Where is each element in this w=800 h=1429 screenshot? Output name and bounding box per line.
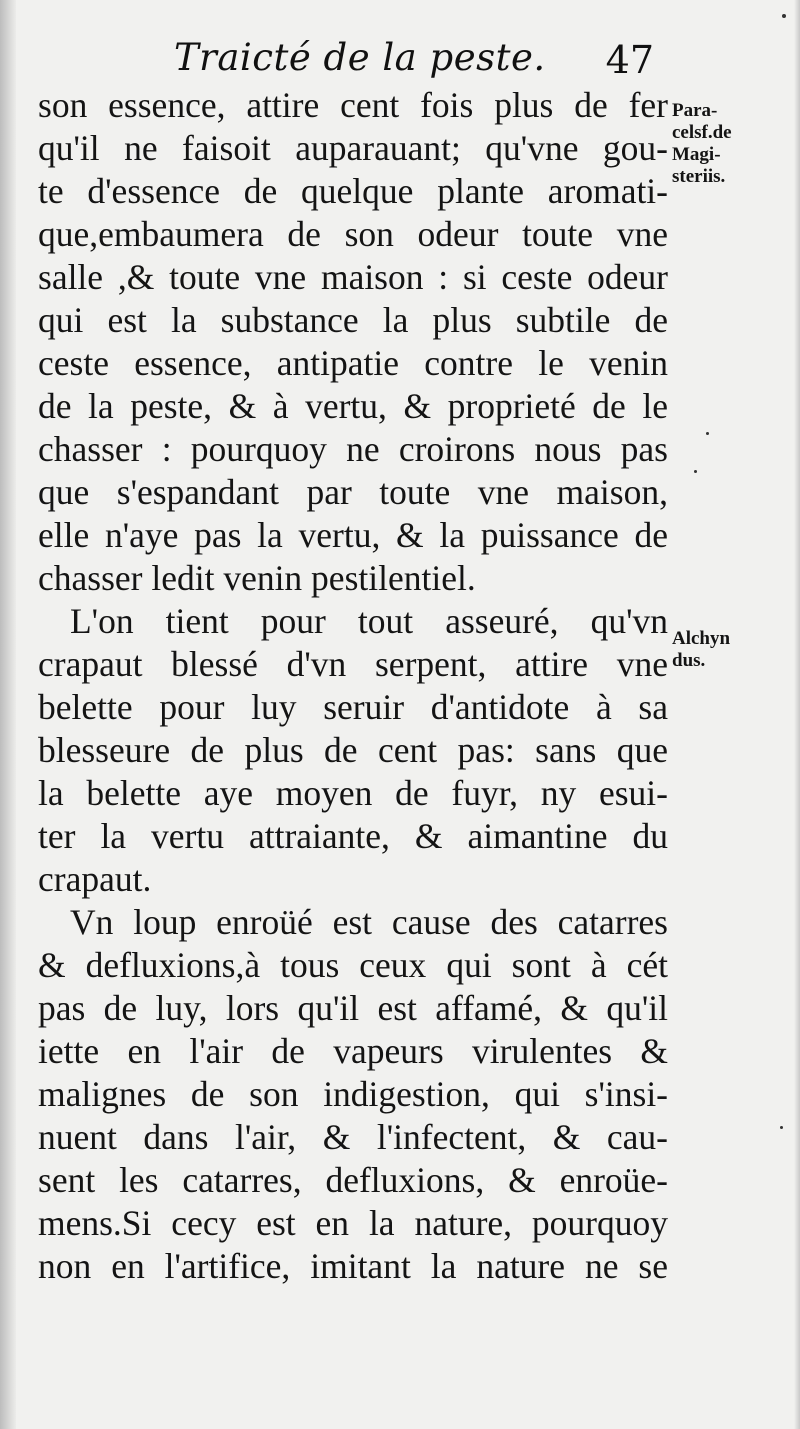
text-line: chasser : pourquoy ne croirons nous pas bbox=[38, 429, 668, 469]
body-text bbox=[38, 84, 668, 1288]
page-edge-shadow bbox=[794, 0, 800, 1429]
ink-speck bbox=[780, 1126, 783, 1129]
page-gutter-shadow bbox=[0, 0, 16, 1429]
margin-note-line: Para- bbox=[672, 100, 718, 121]
text-line: chasser ledit venin pestilentiel. bbox=[38, 558, 476, 598]
text-line: qu'il ne faisoit auparauant; qu'vne gou- bbox=[38, 128, 668, 168]
text-line: crapaut blessé d'vn serpent, attire vne bbox=[38, 644, 668, 684]
text-line: & defluxions,à tous ceux qui sont à cét bbox=[38, 945, 668, 985]
margin-note-line: Alchyn bbox=[672, 628, 731, 649]
text-line: crapaut. bbox=[38, 859, 152, 899]
text-line: sent les catarres, defluxions, & enroüe- bbox=[38, 1160, 668, 1200]
text-line: pas de luy, lors qu'il est affamé, & qu'il bbox=[38, 988, 668, 1028]
text-line: L'on tient pour tout asseuré, qu'vn bbox=[70, 601, 668, 641]
text-line: blesseure de plus de cent pas: sans que bbox=[38, 730, 668, 770]
text-line: elle n'aye pas la vertu, & la puissance de bbox=[38, 515, 668, 555]
text-line: son essence, attire cent fois plus de fer bbox=[38, 85, 668, 125]
text-line: salle ,& toute vne maison : si ceste odeur bbox=[38, 257, 668, 297]
text-line: que s'espandant par toute vne maison, bbox=[38, 472, 668, 512]
text-line: malignes de son indigestion, qui s'insi- bbox=[38, 1074, 668, 1114]
running-title: Traicté de la peste. bbox=[174, 36, 546, 79]
text-line: ceste essence, antipatie contre le venin bbox=[38, 343, 668, 383]
text-line: non en l'artifice, imitant la nature ne se bbox=[38, 1246, 668, 1286]
ink-speck bbox=[782, 14, 786, 18]
text-line: la belette aye moyen de fuyr, ny esui- bbox=[38, 773, 668, 813]
ink-speck bbox=[694, 470, 697, 473]
text-line: de la peste, & à vertu, & proprieté de le bbox=[38, 386, 668, 426]
margin-note-paracelsus bbox=[672, 100, 782, 188]
text-line: belette pour luy seruir d'antidote à sa bbox=[38, 687, 668, 727]
margin-note-line: steriis. bbox=[672, 166, 726, 187]
text-line: te d'essence de quelque plante aromati- bbox=[38, 171, 668, 211]
text-line: iette en l'air de vapeurs virulentes & bbox=[38, 1031, 668, 1071]
margin-note-line: celsf.de bbox=[672, 122, 732, 143]
text-line: mens.Si cecy est en la nature, pourquoy bbox=[38, 1203, 668, 1243]
margin-note-line: Magi- bbox=[672, 144, 721, 165]
text-line: qui est la substance la plus subtile de bbox=[38, 300, 668, 340]
text-line: ter la vertu attraiante, & aimantine du bbox=[38, 816, 668, 856]
text-line: Vn loup enroüé est cause des catarres bbox=[70, 902, 668, 942]
text-line: nuent dans l'air, & l'infectent, & cau- bbox=[38, 1117, 668, 1157]
page-number: 47 bbox=[605, 38, 654, 82]
ink-speck bbox=[706, 432, 709, 435]
text-line: que,embaumera de son odeur toute vne bbox=[38, 214, 668, 254]
margin-note-alchyndus bbox=[672, 628, 782, 672]
margin-note-line: dus. bbox=[672, 650, 706, 671]
running-head bbox=[40, 32, 660, 82]
